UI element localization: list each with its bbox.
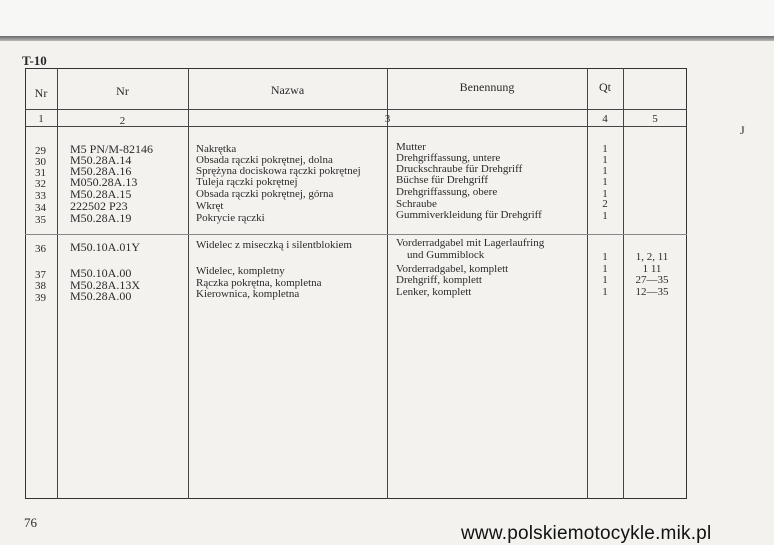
row-qt: 1 [602,251,608,263]
column-number-1: 1 [38,113,44,125]
row-reference: 1, 2, 11 [635,251,669,263]
document-code: T-10 [22,53,47,68]
header-part-number: Nr [116,84,129,98]
row-qt: 1 [602,165,608,177]
row-nr: 35 [35,214,46,226]
row-nazwa: Wkręt [196,200,224,212]
row-nr: 29 [35,145,46,157]
column-number-5: 5 [652,113,658,125]
row-qt: 1 [602,210,608,222]
row-benennung: Büchse für Drehgriff [396,174,489,186]
row-part-number: M50.10A.01Y [70,240,141,254]
row-benennung: Vorderradgabel, komplett [396,263,509,275]
row-qt: 1 [602,154,608,166]
header-qt: Qt [599,80,611,94]
row-reference: 27—35 [635,274,669,286]
row-nr: 36 [35,243,46,255]
row-part-number: M50.28A.15 [70,187,132,201]
row-nr: 38 [35,280,46,292]
row-nr: 39 [35,292,46,304]
row-nr: 34 [35,202,46,214]
col-divider-3 [387,68,388,499]
scan-top-edge [0,36,774,41]
row-nazwa: Widelec z miseczką i silentblokiem [196,239,352,251]
row-reference: 1 11 [642,263,662,275]
header-nr: Nr [34,86,48,100]
row-nazwa: Tuleja rączki pokrętnej [196,176,298,188]
row-part-number: M50.28A.19 [70,211,132,225]
row-qt: 1 [602,143,608,155]
page-number: 76 [24,515,37,530]
row-benennung: Drehgriff, komplett [396,274,482,286]
row-nr: 30 [35,156,46,168]
row-nazwa: Nakrętka [196,143,237,155]
row-nr: 31 [35,167,46,179]
col-divider-1 [57,68,58,499]
header-nazwa: Nazwa [270,83,305,97]
row-part-number: M50.10A.00 [70,266,132,280]
col-divider-5 [623,68,624,499]
row-benennung: Vorderradgabel mit Lagerlaufring [396,237,545,249]
row-qt: 1 [602,274,608,286]
row-nr: 37 [35,269,46,281]
row-part-number: M5 PN/M-82146 [70,142,154,156]
header-benennung: Benennung [459,80,515,94]
margin-mark: J [740,123,745,137]
row-part-number: M50.28A.13X [70,278,141,292]
row-qt: 1 [602,286,608,298]
row-nr: 33 [35,190,46,202]
row-benennung: Drehgriffassung, obere [396,186,498,198]
row-nr: 32 [35,178,46,190]
row-part-number: M50.28A.14 [70,153,132,167]
column-number-2: 2 [119,115,126,127]
row-benennung: Drehgriffassung, untere [396,152,501,164]
row-benennung: Druckschraube für Drehgriff [396,163,523,175]
column-number-3: 3 [384,113,391,125]
column-number-4: 4 [602,113,608,125]
col-divider-4 [587,68,588,499]
row-qt: 1 [602,188,608,200]
row-part-number: M050.28A.13 [70,175,138,189]
row-qt: 1 [602,263,608,275]
group-rule [25,234,687,235]
col-divider-2 [188,68,189,499]
row-benennung: Mutter [396,141,426,153]
row-qt: 2 [602,198,608,210]
row-part-number: 222502 P23 [70,199,128,213]
row-reference: 12—35 [635,286,669,298]
row-nazwa: Sprężyna dociskowa rączki pokrętnej [196,165,361,177]
scan-top-band [0,0,774,38]
row-part-number: M50.28A.16 [70,164,132,178]
row-benennung: Lenker, komplett [396,286,472,298]
watermark-url: www.polskiemotocykle.mik.pl [461,523,712,544]
row-qt: 1 [602,176,608,188]
row-nazwa: Obsada rączki pokrętnej, dolna [196,154,333,166]
row-nazwa: Kierownica, kompletna [196,288,300,300]
header-rule [25,109,687,110]
row-benennung: Schraube [396,198,437,210]
row-benennung: Gummiverkleidung für Drehgriff [396,209,542,221]
row-nazwa: Widelec, kompletny [196,265,285,277]
row-nazwa: Obsada rączki pokrętnej, górna [196,188,334,200]
row-nazwa: Pokrycie rączki [196,212,265,224]
row-part-number: M50.28A.00 [70,289,132,303]
row-nazwa: Rączka pokrętna, kompletna [196,277,322,289]
row-benennung-continued: und Gummiblock [407,249,485,261]
